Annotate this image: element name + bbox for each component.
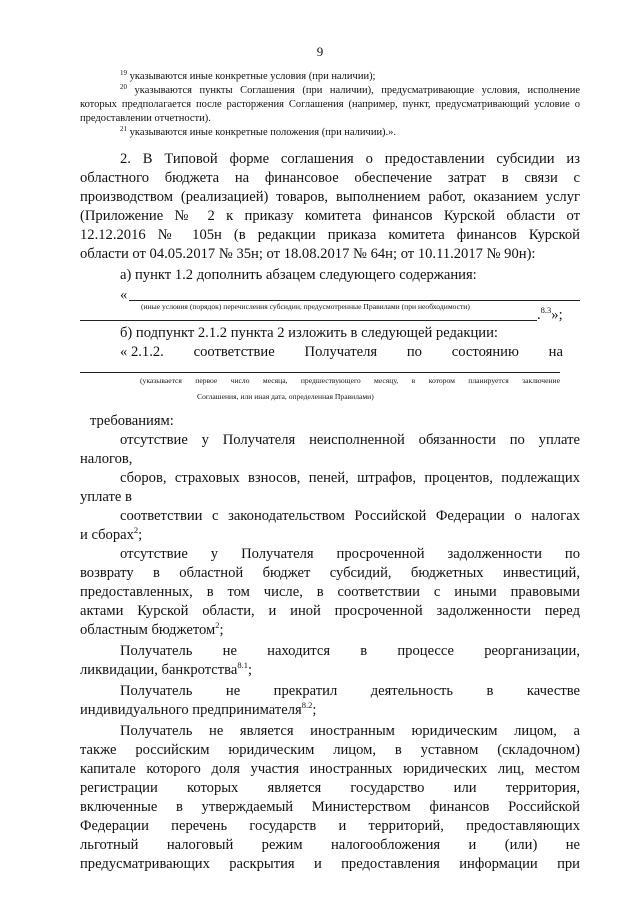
- body-text: ликвидации, банкротства: [80, 662, 238, 678]
- body-line: предоставленных, в том числе, в соответствии с иными правовыми: [80, 584, 580, 600]
- section2-line-1: 2. В Типовой форме соглашения о предоставлении субсидии из: [120, 151, 580, 167]
- footnote-ref: 2: [215, 620, 220, 630]
- body-line: [80, 661, 252, 680]
- footnote-ref: 8.2: [301, 700, 313, 710]
- body-line: актами Курской области, и иной просроченной задолженности перед: [80, 603, 580, 619]
- quote-word: « 2.1.2.: [120, 344, 164, 360]
- body-line: капитале которого доля участия иностранных юридических лиц, местом: [80, 761, 580, 777]
- section2-line-3: производством (реализацией) товаров, выполнением работ, оказанием услуг: [80, 189, 580, 205]
- body-line: Федерации перечень государств и территорий, предоставляющих: [80, 818, 580, 834]
- body-line: налогов,: [80, 451, 133, 467]
- body-line: также российским юридическим лицом, в уставном (складочном): [80, 742, 580, 758]
- footnote-number: 21: [120, 125, 127, 133]
- quote-word: по: [406, 344, 422, 360]
- body-line: [80, 526, 142, 545]
- footnote-21: [80, 126, 580, 140]
- body-line: отсутствие у Получателя неисполненной обязанности по уплате: [120, 432, 580, 448]
- footnote-number: 19: [120, 69, 127, 77]
- footnote-20: [80, 84, 580, 126]
- footnote-19: [80, 70, 580, 84]
- body-punct: ;: [247, 662, 252, 678]
- body-line: предусматривающих раскрытия и предоставления информации при: [80, 856, 580, 872]
- body-line: включенные в утверждаемый Министерством финансов Российской: [80, 799, 580, 815]
- item-a-blank-line-2: [80, 320, 537, 321]
- item-b-caption-1: (указывается первое число месяца, предшествующего месяцу, в котором планируется заключение: [140, 376, 560, 385]
- quote-word: соответствие: [193, 344, 275, 360]
- body-line: льготный налоговый режим налогообложения и (или) не: [80, 837, 580, 853]
- footnote-text: указываются иные конкретные условия (при наличии);: [127, 71, 376, 82]
- section2-line-2: областного бюджета на финансовое обеспечение затрат в связи с: [80, 170, 580, 186]
- body-text: индивидуального предпринимателя: [80, 702, 302, 718]
- item-b-text: б) подпункт 2.1.2 пункта 2 изложить в следующей редакции:: [120, 325, 498, 341]
- section2-line-4: (Приложение № 2 к приказу комитета финансов Курской области от: [80, 208, 580, 224]
- item-a-blank-line: [129, 300, 580, 301]
- body-line: Получатель не находится в процессе реорганизации,: [120, 643, 580, 659]
- body-line: регистрации которых является государство или территория,: [80, 780, 580, 796]
- item-a-end-sup: 8.3: [540, 305, 552, 315]
- body-line: Получатель не является иностранным юридическим лицом, а: [120, 723, 580, 739]
- body-line: [80, 621, 224, 640]
- item-a-quote-open: «: [120, 287, 128, 303]
- requirements-label: требованиям:: [90, 413, 174, 429]
- body-punct: ;: [312, 702, 317, 718]
- body-punct: ;: [138, 527, 143, 543]
- quote-word: состоянию: [451, 344, 519, 360]
- body-line: Получатель не прекратил деятельность в качестве: [120, 683, 580, 699]
- body-text: и сборах: [80, 527, 134, 543]
- body-line: уплате в: [80, 489, 132, 505]
- footnote-number: 20: [120, 83, 127, 91]
- item-a-end: [537, 306, 563, 325]
- body-punct: ;: [219, 622, 224, 638]
- page-number: 9: [316, 44, 324, 59]
- body-line: [80, 701, 316, 720]
- quote-word: Получателя: [304, 344, 378, 360]
- body-line: сборов, страховых взносов, пеней, штрафов, процентов, подлежащих: [120, 470, 580, 486]
- item-a-text: а) пункт 1.2 дополнить абзацем следующего содержания:: [120, 267, 477, 283]
- footnote-text: указываются пункты Соглашения (при наличии), предусматривающие условия, исполнение которых предполагается после расторжения Соглашения (например, пункт, предусматривающий условие о предоставлении отчетности).: [80, 85, 580, 124]
- item-b-blank-line: [80, 372, 560, 373]
- section2-line-6: области от 04.05.2017 № 35н; от 18.08.2017 № 64н; от 10.11.2017 № 90н):: [80, 246, 536, 262]
- body-line: возврату в областной бюджет субсидий, бюджетных инвестиций,: [80, 565, 580, 581]
- footnote-ref: 2: [133, 525, 139, 535]
- item-a-caption: (иные условия (порядок) перечисления субсидии, предусмотренные Правилами (при необходимости): [141, 302, 470, 311]
- section2-line-5: 12.12.2016 № 105н (в редакции приказа комитета финансов Курской: [80, 227, 580, 243]
- body-line: соответствии с законодательством Российской Федерации о налогах: [120, 508, 580, 524]
- item-b-caption-2: Соглашения, или иная дата, определенная Правилами): [197, 392, 374, 401]
- item-a-end-close: »;: [551, 307, 563, 323]
- quote-word: на: [548, 344, 563, 360]
- item-b-quote-line: [120, 343, 563, 362]
- body-line: отсутствие у Получателя просроченной задолженности по: [120, 546, 580, 562]
- body-text: областным бюджетом: [80, 622, 216, 638]
- footnote-ref: 8.1: [237, 660, 248, 670]
- item-a-end-period: .: [537, 307, 541, 323]
- footnote-text: указываются иные конкретные положения (при наличии).».: [127, 127, 397, 138]
